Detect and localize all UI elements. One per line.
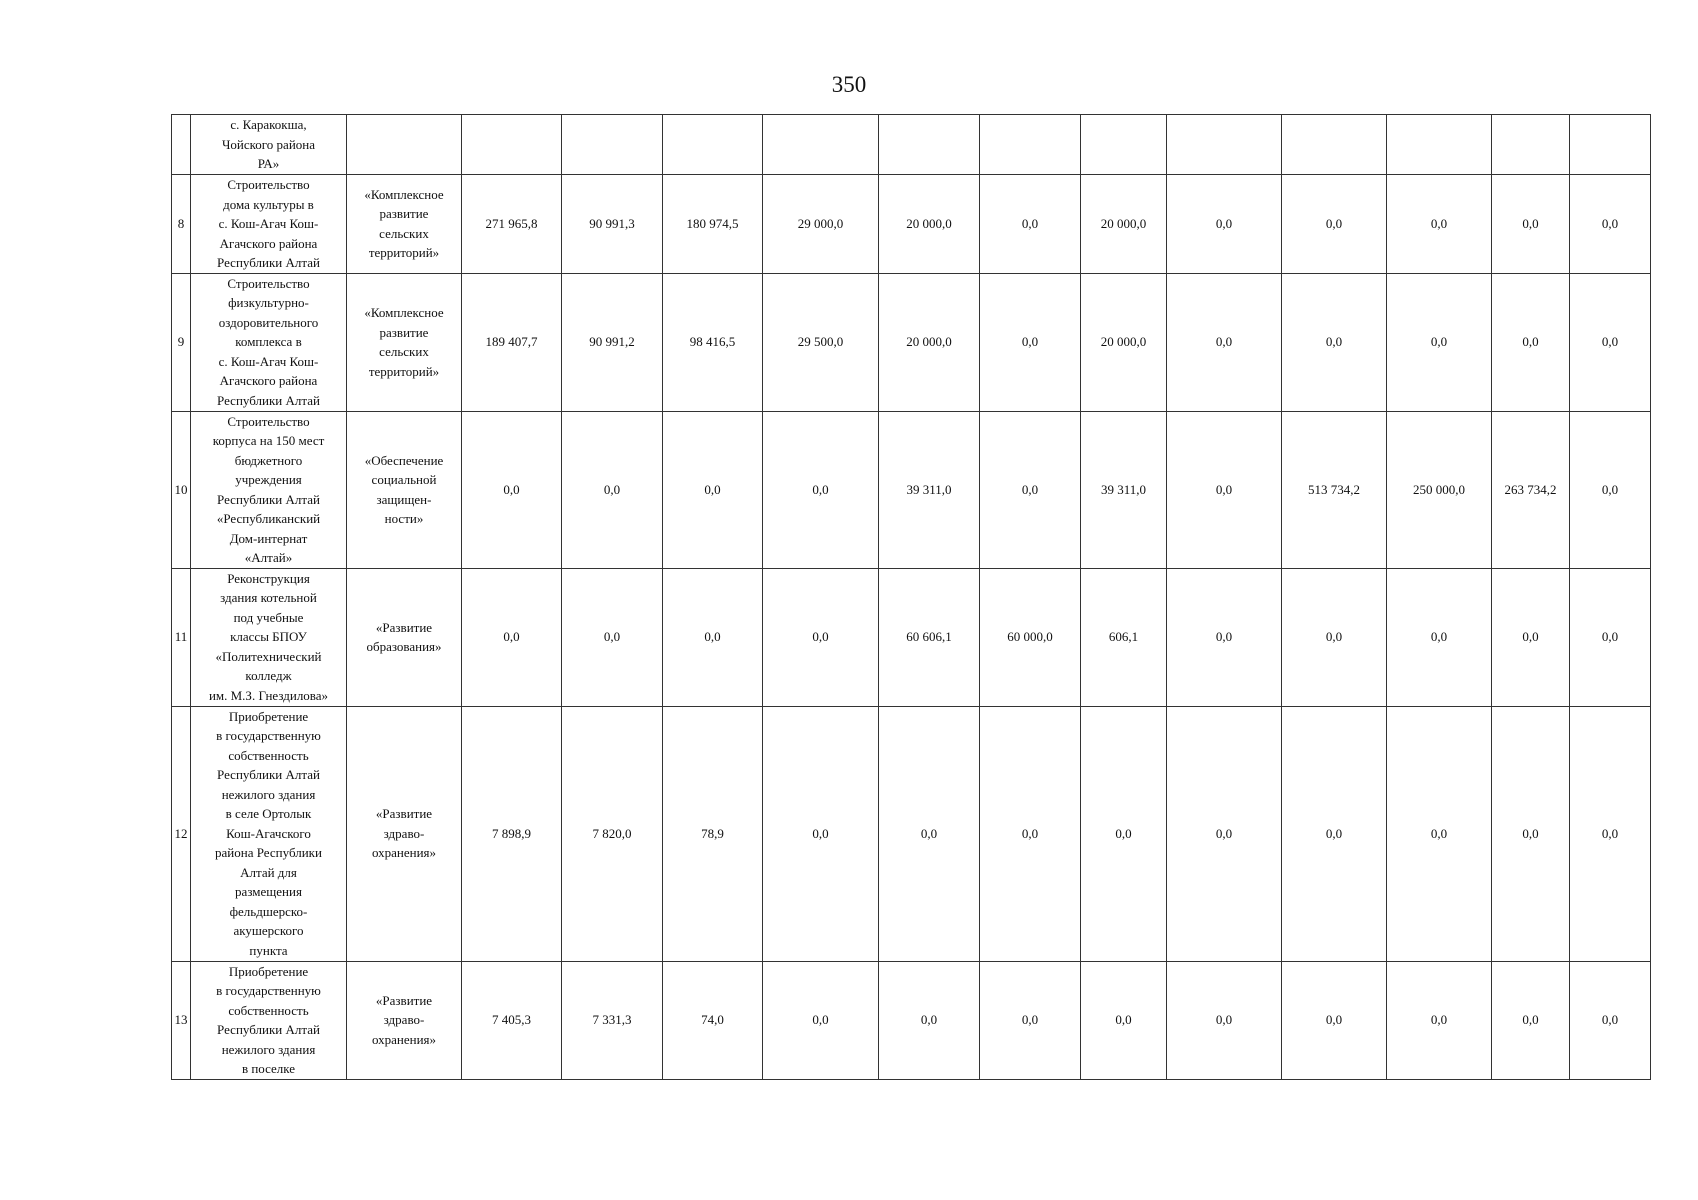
program-name: «Комплексное развитие сельских территорий» xyxy=(347,175,462,274)
row-number: 12 xyxy=(172,706,191,961)
amount-cell: 0,0 xyxy=(1387,961,1492,1079)
amount-cell: 189 407,7 xyxy=(462,273,562,411)
amount-cell: 0,0 xyxy=(763,568,879,706)
program-name: «Развитие образования» xyxy=(347,568,462,706)
amount-cell: 0,0 xyxy=(1492,568,1570,706)
amount-cell: 0,0 xyxy=(1167,273,1282,411)
amount-cell: 0,0 xyxy=(1387,175,1492,274)
row-number: 8 xyxy=(172,175,191,274)
amount-cell: 0,0 xyxy=(763,706,879,961)
object-description: Реконструкция здания котельной под учебные классы БПОУ «Политехнический колледж им. М.З. Гнездилова» xyxy=(191,568,347,706)
amount-cell: 0,0 xyxy=(763,411,879,568)
amount-cell: 0,0 xyxy=(1570,273,1651,411)
amount-cell: 90 991,3 xyxy=(562,175,663,274)
amount-cell: 0,0 xyxy=(1570,175,1651,274)
object-description: Строительство дома культуры в с. Кош-Агач Кош- Агачского района Республики Алтай xyxy=(191,175,347,274)
amount-cell: 0,0 xyxy=(980,175,1081,274)
amount-cell: 0,0 xyxy=(1081,961,1167,1079)
amount-cell: 0,0 xyxy=(1387,706,1492,961)
amount-cell: 39 311,0 xyxy=(879,411,980,568)
amount-cell xyxy=(1387,115,1492,175)
amount-cell: 0,0 xyxy=(879,961,980,1079)
object-description: Приобретение в государственную собственность Республики Алтай нежилого здания в поселке xyxy=(191,961,347,1079)
amount-cell: 250 000,0 xyxy=(1387,411,1492,568)
amount-cell: 0,0 xyxy=(1492,273,1570,411)
amount-cell: 20 000,0 xyxy=(1081,175,1167,274)
amount-cell: 180 974,5 xyxy=(663,175,763,274)
amount-cell: 29 000,0 xyxy=(763,175,879,274)
amount-cell: 0,0 xyxy=(1570,411,1651,568)
program-name: «Развитие здраво- охранения» xyxy=(347,961,462,1079)
amount-cell: 0,0 xyxy=(1081,706,1167,961)
page-number: 350 xyxy=(831,72,867,97)
amount-cell: 20 000,0 xyxy=(1081,273,1167,411)
amount-cell: 60 606,1 xyxy=(879,568,980,706)
amount-cell: 271 965,8 xyxy=(462,175,562,274)
amount-cell: 513 734,2 xyxy=(1282,411,1387,568)
table-row xyxy=(172,273,1651,411)
object-description: Строительство корпуса на 150 мест бюджетного учреждения Республики Алтай «Республиканский Дом-интернат «Алтай» xyxy=(191,411,347,568)
amount-cell: 0,0 xyxy=(1167,175,1282,274)
amount-cell: 98 416,5 xyxy=(663,273,763,411)
amount-cell: 0,0 xyxy=(980,273,1081,411)
program-name: «Развитие здраво- охранения» xyxy=(347,706,462,961)
amount-cell: 0,0 xyxy=(1167,568,1282,706)
amount-cell xyxy=(1167,115,1282,175)
program-name xyxy=(347,115,462,175)
amount-cell: 0,0 xyxy=(1282,568,1387,706)
table-row xyxy=(172,115,1651,175)
amount-cell: 0,0 xyxy=(562,568,663,706)
amount-cell: 20 000,0 xyxy=(879,175,980,274)
table-row xyxy=(172,568,1651,706)
table-row xyxy=(172,961,1651,1079)
row-number: 13 xyxy=(172,961,191,1079)
amount-cell: 0,0 xyxy=(1492,175,1570,274)
amount-cell: 0,0 xyxy=(1570,568,1651,706)
amount-cell: 20 000,0 xyxy=(879,273,980,411)
amount-cell: 263 734,2 xyxy=(1492,411,1570,568)
amount-cell: 0,0 xyxy=(1167,706,1282,961)
amount-cell xyxy=(1282,115,1387,175)
amount-cell xyxy=(462,115,562,175)
amount-cell xyxy=(562,115,663,175)
row-number: 11 xyxy=(172,568,191,706)
amount-cell: 74,0 xyxy=(663,961,763,1079)
table-row xyxy=(172,706,1651,961)
amount-cell: 0,0 xyxy=(980,706,1081,961)
program-name: «Обеспечение социальной защищен- ности» xyxy=(347,411,462,568)
amount-cell: 0,0 xyxy=(1167,961,1282,1079)
amount-cell: 0,0 xyxy=(879,706,980,961)
amount-cell xyxy=(1492,115,1570,175)
table-row xyxy=(172,411,1651,568)
amount-cell: 60 000,0 xyxy=(980,568,1081,706)
object-description: Строительство физкультурно- оздоровительного комплекса в с. Кош-Агач Кош- Агачского района Республики Алтай xyxy=(191,273,347,411)
row-number: 9 xyxy=(172,273,191,411)
object-description: с. Каракокша, Чойского района РА» xyxy=(191,115,347,175)
amount-cell: 0,0 xyxy=(1167,411,1282,568)
amount-cell: 0,0 xyxy=(562,411,663,568)
table-row xyxy=(172,175,1651,274)
object-description: Приобретение в государственную собственность Республики Алтай нежилого здания в селе Ортолык Кош-Агачского района Республики Алтай для размещения фельдшерско- акушерского пункта xyxy=(191,706,347,961)
amount-cell: 0,0 xyxy=(1387,568,1492,706)
amount-cell: 7 405,3 xyxy=(462,961,562,1079)
amount-cell xyxy=(1570,115,1651,175)
amount-cell xyxy=(1081,115,1167,175)
amount-cell: 0,0 xyxy=(1570,706,1651,961)
amount-cell xyxy=(980,115,1081,175)
amount-cell: 0,0 xyxy=(980,961,1081,1079)
row-number: 10 xyxy=(172,411,191,568)
amount-cell: 7 331,3 xyxy=(562,961,663,1079)
amount-cell: 0,0 xyxy=(1492,961,1570,1079)
amount-cell: 0,0 xyxy=(663,411,763,568)
amount-cell: 90 991,2 xyxy=(562,273,663,411)
program-name: «Комплексное развитие сельских территорий» xyxy=(347,273,462,411)
amount-cell: 0,0 xyxy=(1282,706,1387,961)
amount-cell: 29 500,0 xyxy=(763,273,879,411)
amount-cell: 78,9 xyxy=(663,706,763,961)
amount-cell: 0,0 xyxy=(462,568,562,706)
funding-table xyxy=(171,114,1651,1080)
amount-cell: 0,0 xyxy=(1387,273,1492,411)
amount-cell: 0,0 xyxy=(1492,706,1570,961)
amount-cell xyxy=(879,115,980,175)
amount-cell xyxy=(763,115,879,175)
amount-cell: 0,0 xyxy=(462,411,562,568)
amount-cell: 0,0 xyxy=(763,961,879,1079)
amount-cell: 0,0 xyxy=(663,568,763,706)
amount-cell: 39 311,0 xyxy=(1081,411,1167,568)
amount-cell: 0,0 xyxy=(1570,961,1651,1079)
amount-cell xyxy=(663,115,763,175)
amount-cell: 0,0 xyxy=(1282,961,1387,1079)
amount-cell: 7 898,9 xyxy=(462,706,562,961)
amount-cell: 7 820,0 xyxy=(562,706,663,961)
amount-cell: 0,0 xyxy=(980,411,1081,568)
row-number xyxy=(172,115,191,175)
amount-cell: 0,0 xyxy=(1282,273,1387,411)
amount-cell: 606,1 xyxy=(1081,568,1167,706)
amount-cell: 0,0 xyxy=(1282,175,1387,274)
